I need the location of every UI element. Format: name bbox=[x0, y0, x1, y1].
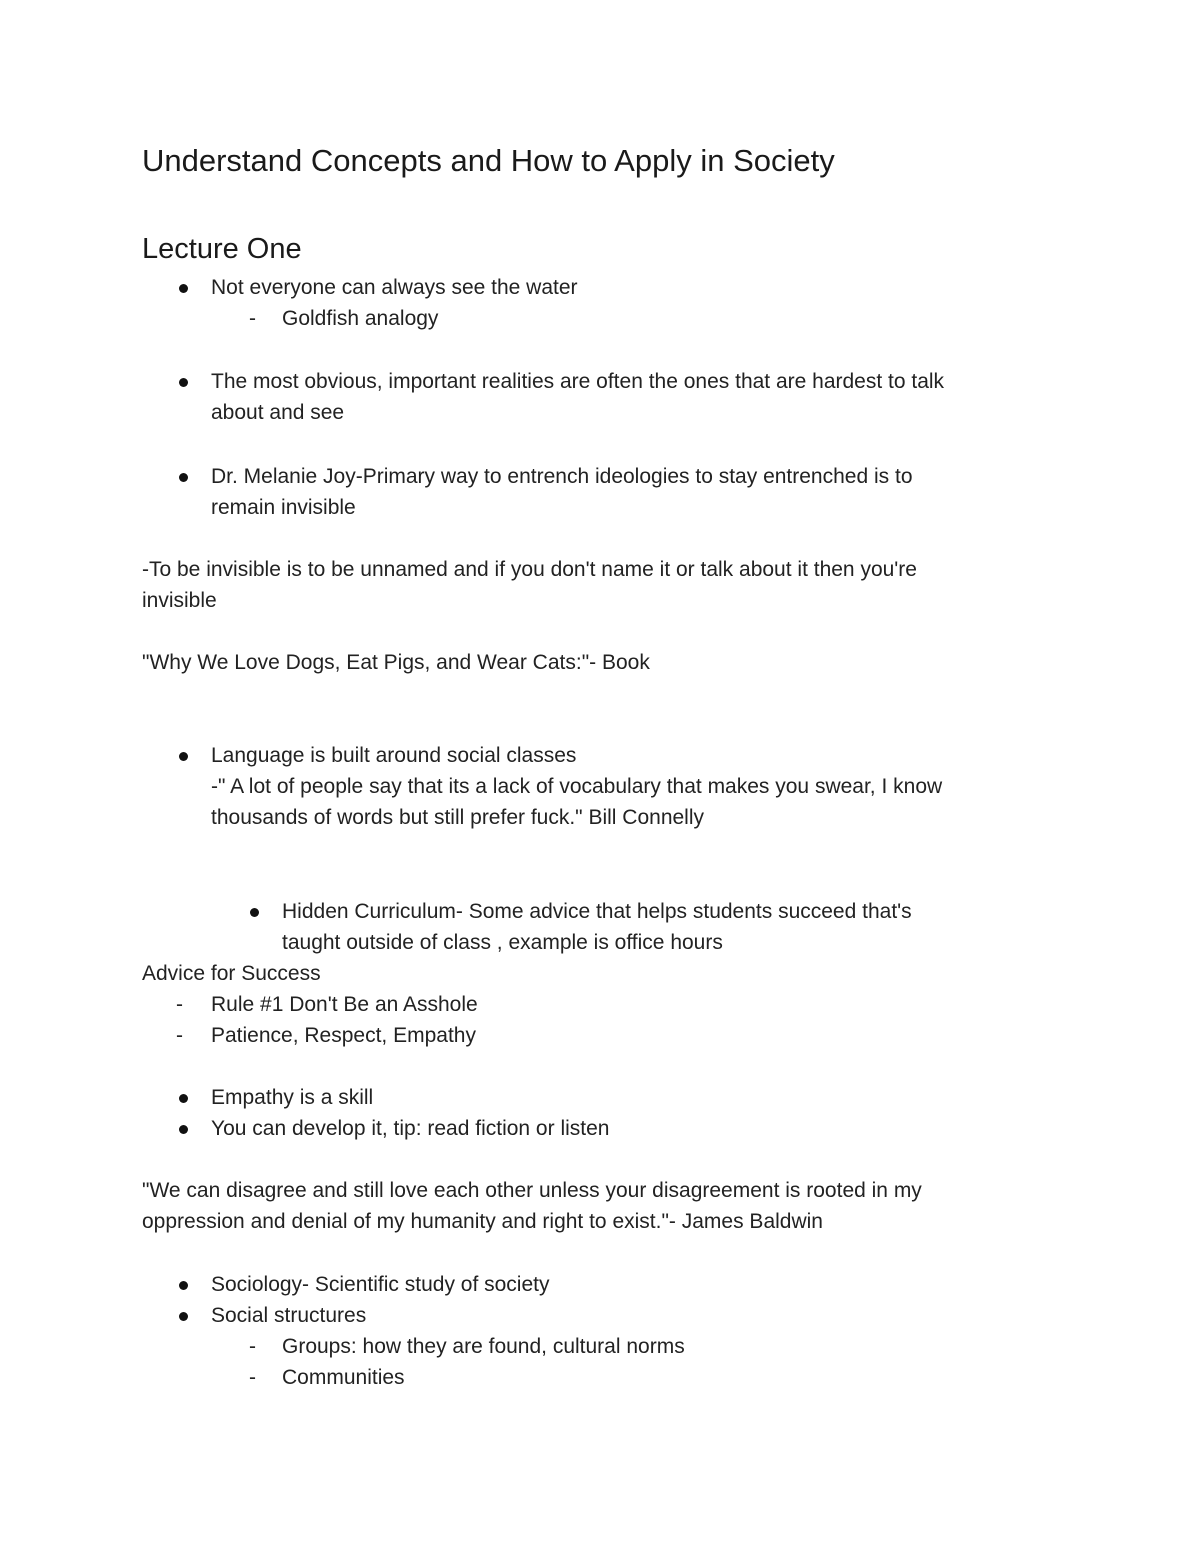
bullet-icon bbox=[179, 1281, 188, 1290]
advice-heading: Advice for Success bbox=[142, 962, 321, 985]
list-item-continuation: remain invisible bbox=[211, 496, 356, 519]
book-reference: "Why We Love Dogs, Eat Pigs, and Wear Cats:"- Book bbox=[142, 651, 650, 674]
dash-marker: - bbox=[176, 993, 183, 1016]
list-item: Not everyone can always see the water bbox=[211, 276, 578, 299]
bullet-icon bbox=[179, 752, 188, 761]
bullet-icon bbox=[179, 378, 188, 387]
dash-marker: - bbox=[249, 1335, 256, 1358]
bullet-icon bbox=[179, 1125, 188, 1134]
bullet-icon bbox=[179, 1094, 188, 1103]
list-item: The most obvious, important realities are often the ones that are hardest to talk bbox=[211, 370, 945, 393]
quote-line: oppression and denial of my humanity and right to exist."- James Baldwin bbox=[142, 1210, 823, 1233]
paragraph-line: -To be invisible is to be unnamed and if you don't name it or talk about it then you're bbox=[142, 558, 917, 581]
nested-list-item: Hidden Curriculum- Some advice that helps students succeed that's bbox=[282, 900, 912, 923]
document-title: Understand Concepts and How to Apply in Society bbox=[142, 143, 835, 178]
nested-list-item-continuation: taught outside of class , example is office hours bbox=[282, 931, 723, 954]
quote-line: thousands of words but still prefer fuck." Bill Connelly bbox=[211, 806, 705, 829]
quote-line: -" A lot of people say that its a lack of vocabulary that makes you swear, I know bbox=[211, 775, 943, 798]
list-item-continuation: about and see bbox=[211, 401, 345, 424]
bullet-icon bbox=[179, 284, 188, 293]
list-item: Social structures bbox=[211, 1304, 367, 1327]
bullet-icon bbox=[179, 473, 188, 482]
list-item: Dr. Melanie Joy-Primary way to entrench ideologies to stay entrenched is to bbox=[211, 465, 913, 488]
dash-marker: - bbox=[249, 1366, 256, 1389]
list-item: You can develop it, tip: read fiction or listen bbox=[211, 1117, 610, 1140]
advice-item: Patience, Respect, Empathy bbox=[211, 1024, 476, 1047]
advice-item: Rule #1 Don't Be an Asshole bbox=[211, 993, 478, 1016]
dash-marker: - bbox=[176, 1024, 183, 1047]
list-item: Empathy is a skill bbox=[211, 1086, 374, 1109]
section-heading: Lecture One bbox=[142, 233, 302, 265]
sub-list-item: Groups: how they are found, cultural norms bbox=[282, 1335, 685, 1358]
bullet-icon bbox=[250, 908, 259, 917]
quote-line: "We can disagree and still love each other unless your disagreement is rooted in my bbox=[142, 1179, 922, 1202]
sub-list-item: Communities bbox=[282, 1366, 405, 1389]
list-item: Sociology- Scientific study of society bbox=[211, 1273, 550, 1296]
paragraph-line: invisible bbox=[142, 589, 217, 612]
dash-marker: - bbox=[249, 307, 256, 330]
sub-list-item: Goldfish analogy bbox=[282, 307, 439, 330]
list-item: Language is built around social classes bbox=[211, 744, 577, 767]
bullet-icon bbox=[179, 1312, 188, 1321]
